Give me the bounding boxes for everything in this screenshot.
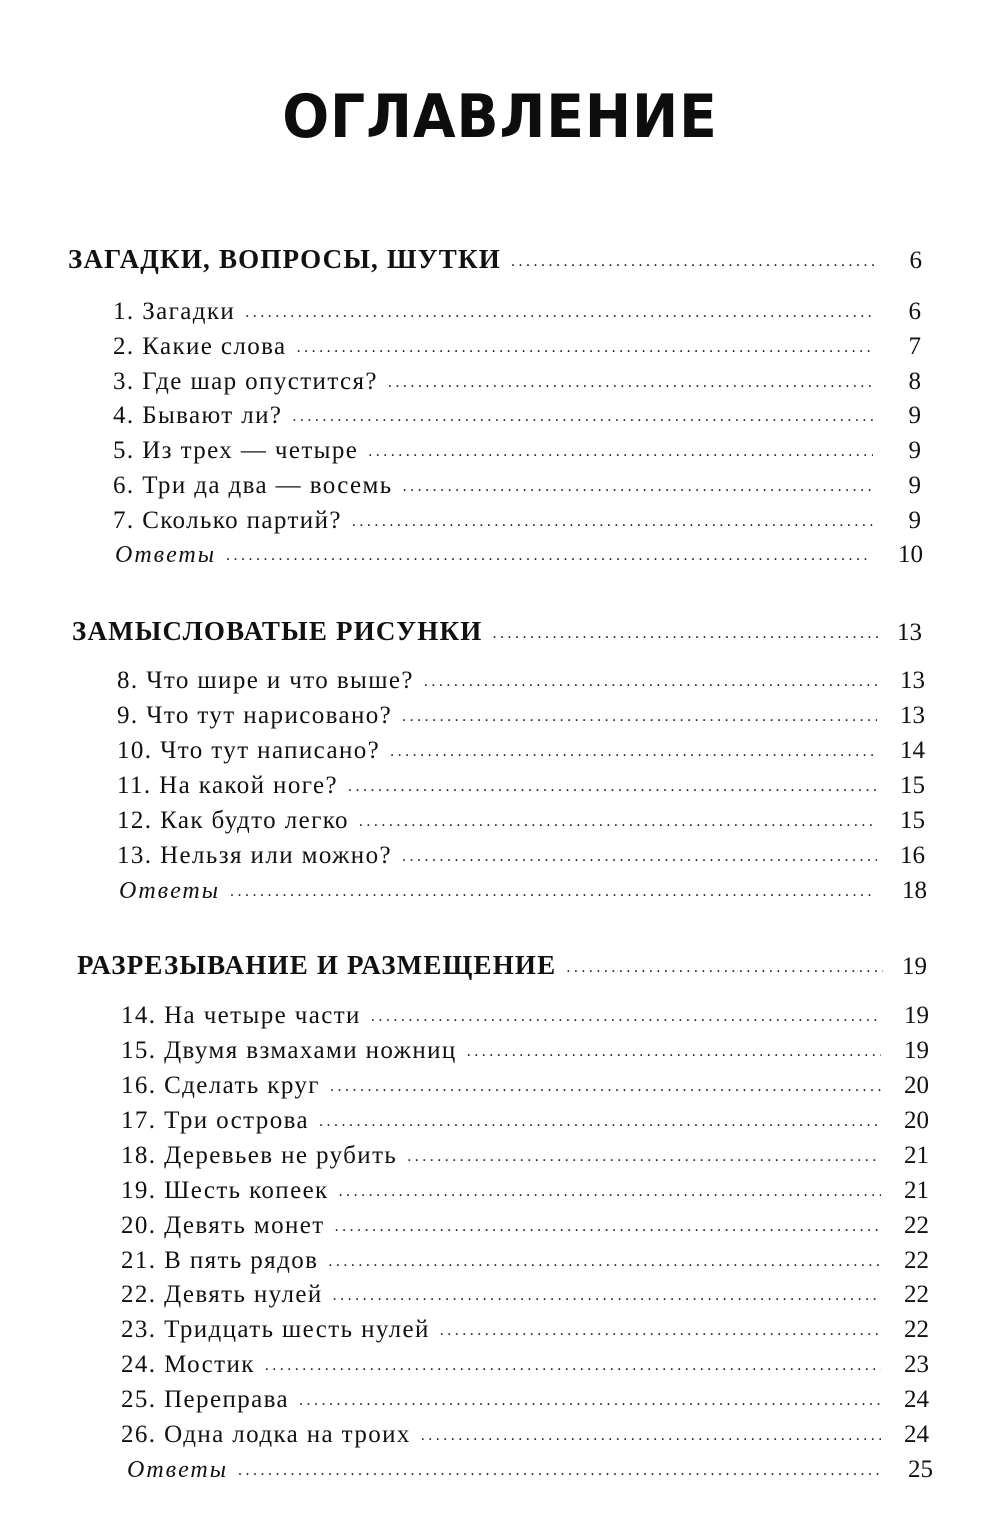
dot-leader [566, 959, 883, 977]
page-number: 21 [904, 1142, 929, 1169]
page-number: 22 [904, 1281, 929, 1308]
page-number: 13 [897, 619, 922, 646]
dot-leader [440, 1322, 881, 1340]
section-title: ЗАГАДКИ, ВОПРОСЫ, ШУТКИ [68, 244, 501, 274]
entry-label: 18. Деревьев не рубить [121, 1142, 398, 1169]
answers-entry[interactable] [119, 877, 927, 905]
dot-leader [245, 304, 873, 322]
dot-leader [265, 1357, 881, 1375]
page-number: 6 [909, 247, 922, 274]
toc-entry[interactable] [113, 507, 921, 535]
toc-entry[interactable] [121, 1002, 929, 1030]
dot-leader [226, 547, 869, 565]
dot-leader [424, 673, 877, 691]
entry-label: 11. На какой ноге? [117, 772, 339, 799]
entry-label: 3. Где шар опустится? [113, 368, 378, 395]
entry-label: 16. Сделать круг [121, 1072, 320, 1099]
entry-label: 5. Из трех — четыре [113, 437, 359, 464]
entry-label: 21. В пять рядов [121, 1247, 319, 1274]
dot-leader [492, 625, 878, 643]
page-number: 22 [904, 1247, 929, 1274]
page-number: 15 [900, 772, 925, 799]
page-number: 21 [904, 1177, 929, 1204]
page-number: 9 [908, 472, 921, 499]
entry-label: 13. Нельзя или можно? [117, 842, 392, 869]
section-heading[interactable] [68, 244, 922, 275]
toc-entry[interactable] [117, 772, 925, 800]
toc-entry[interactable] [117, 702, 925, 730]
dot-leader [352, 513, 873, 531]
entry-label: 17. Три острова [121, 1107, 309, 1134]
dot-leader [403, 478, 873, 496]
dot-leader [299, 1392, 881, 1410]
dot-leader [348, 778, 877, 796]
page-number: 9 [908, 402, 921, 429]
page-number: 24 [904, 1386, 929, 1413]
page-number: 10 [898, 541, 923, 568]
entry-label: 25. Переправа [121, 1386, 289, 1413]
page-number: 14 [900, 737, 925, 764]
entry-label: 7. Сколько партий? [113, 507, 342, 534]
toc-entry[interactable] [113, 333, 921, 361]
answers-label: Ответы [127, 1457, 229, 1483]
page-number: 15 [900, 807, 925, 834]
dot-leader [333, 1287, 881, 1305]
dot-leader [292, 408, 873, 426]
toc-entry[interactable] [113, 368, 921, 396]
entry-label: 6. Три да два — восемь [113, 472, 393, 499]
page-number: 18 [902, 877, 927, 904]
entry-label: 8. Что шире и что выше? [117, 667, 414, 694]
toc-entry[interactable] [117, 807, 925, 835]
entry-label: 10. Что тут написано? [117, 737, 381, 764]
page-number: 13 [900, 702, 925, 729]
dot-leader [328, 1253, 881, 1271]
dot-leader [238, 1462, 879, 1480]
toc-entry[interactable] [121, 1107, 929, 1135]
entry-label: 14. На четыре части [121, 1002, 361, 1029]
toc-entry[interactable] [113, 472, 921, 500]
dot-leader [407, 1148, 881, 1166]
entry-label: 24. Мостик [121, 1351, 255, 1378]
toc-entry[interactable] [121, 1247, 929, 1275]
page-number: 20 [904, 1107, 929, 1134]
page-number: 25 [908, 1456, 933, 1483]
page-number: 22 [904, 1212, 929, 1239]
toc-entry[interactable] [121, 1316, 929, 1344]
answers-label: Ответы [119, 878, 221, 904]
page-number: 20 [904, 1072, 929, 1099]
page-number: 22 [904, 1316, 929, 1343]
toc-entry[interactable] [121, 1037, 929, 1065]
entry-label: 9. Что тут нарисовано? [117, 702, 393, 729]
page-number: 8 [908, 368, 921, 395]
dot-leader [335, 1218, 881, 1236]
entry-label: 20. Девять монет [121, 1212, 325, 1239]
page-number: 6 [908, 298, 921, 325]
page-number: 19 [902, 953, 927, 980]
toc-entry[interactable] [117, 842, 925, 870]
entry-label: 19. Шесть копеек [121, 1177, 329, 1204]
entry-label: 23. Тридцать шесть нулей [121, 1316, 430, 1343]
answers-label: Ответы [115, 542, 217, 568]
toc-entry[interactable] [121, 1281, 929, 1309]
dot-leader [467, 1043, 881, 1061]
page-number: 24 [904, 1421, 929, 1448]
page-number: 16 [900, 842, 925, 869]
dot-leader [319, 1113, 881, 1131]
toc-entry[interactable] [121, 1386, 929, 1414]
entry-label: 22. Девять нулей [121, 1281, 323, 1308]
section-title: РАЗРЕЗЫВАНИЕ И РАЗМЕЩЕНИЕ [77, 950, 557, 980]
answers-entry[interactable] [127, 1456, 933, 1484]
dot-leader [368, 443, 873, 461]
toc-entry[interactable] [121, 1421, 929, 1449]
dot-leader [330, 1078, 881, 1096]
toc-entry[interactable] [117, 737, 925, 765]
page-number: 19 [904, 1037, 929, 1064]
dot-leader [402, 708, 877, 726]
dot-leader [339, 1183, 881, 1201]
toc-entry[interactable] [113, 402, 921, 430]
toc-entry[interactable] [121, 1142, 929, 1170]
entry-label: 12. Как будто легко [117, 807, 349, 834]
answers-entry[interactable] [115, 541, 923, 569]
section-title: ЗАМЫСЛОВАТЫЕ РИСУНКИ [72, 616, 483, 646]
entry-label: 15. Двумя взмахами ножниц [121, 1037, 457, 1064]
dot-leader [511, 253, 878, 271]
toc-entry[interactable] [121, 1212, 929, 1240]
dot-leader [359, 813, 877, 831]
page-number: 23 [904, 1351, 929, 1378]
page-number: 9 [908, 507, 921, 534]
dot-leader [297, 339, 873, 357]
dot-leader [390, 743, 877, 761]
toc-entry[interactable] [121, 1177, 929, 1205]
toc-entry[interactable] [113, 298, 921, 326]
entry-label: 4. Бывают ли? [113, 402, 283, 429]
dot-leader [388, 374, 873, 392]
toc-entry[interactable] [121, 1351, 929, 1379]
toc-entry[interactable] [121, 1072, 929, 1100]
dot-leader [230, 883, 873, 901]
entry-label: 1. Загадки [113, 298, 236, 325]
page-number: 7 [908, 333, 921, 360]
entry-label: 2. Какие слова [113, 333, 287, 360]
page-title: ОГЛАВЛЕНИЕ [282, 82, 718, 152]
section-heading[interactable] [72, 616, 922, 647]
dot-leader [402, 848, 877, 866]
toc-entry[interactable] [113, 437, 921, 465]
toc-entry[interactable] [117, 667, 925, 695]
page-number: 13 [900, 667, 925, 694]
dot-leader [371, 1008, 881, 1026]
entry-label: 26. Одна лодка на троих [121, 1421, 411, 1448]
dot-leader [421, 1427, 881, 1445]
section-heading[interactable] [77, 950, 927, 981]
page-number: 19 [904, 1002, 929, 1029]
page-number: 9 [908, 437, 921, 464]
